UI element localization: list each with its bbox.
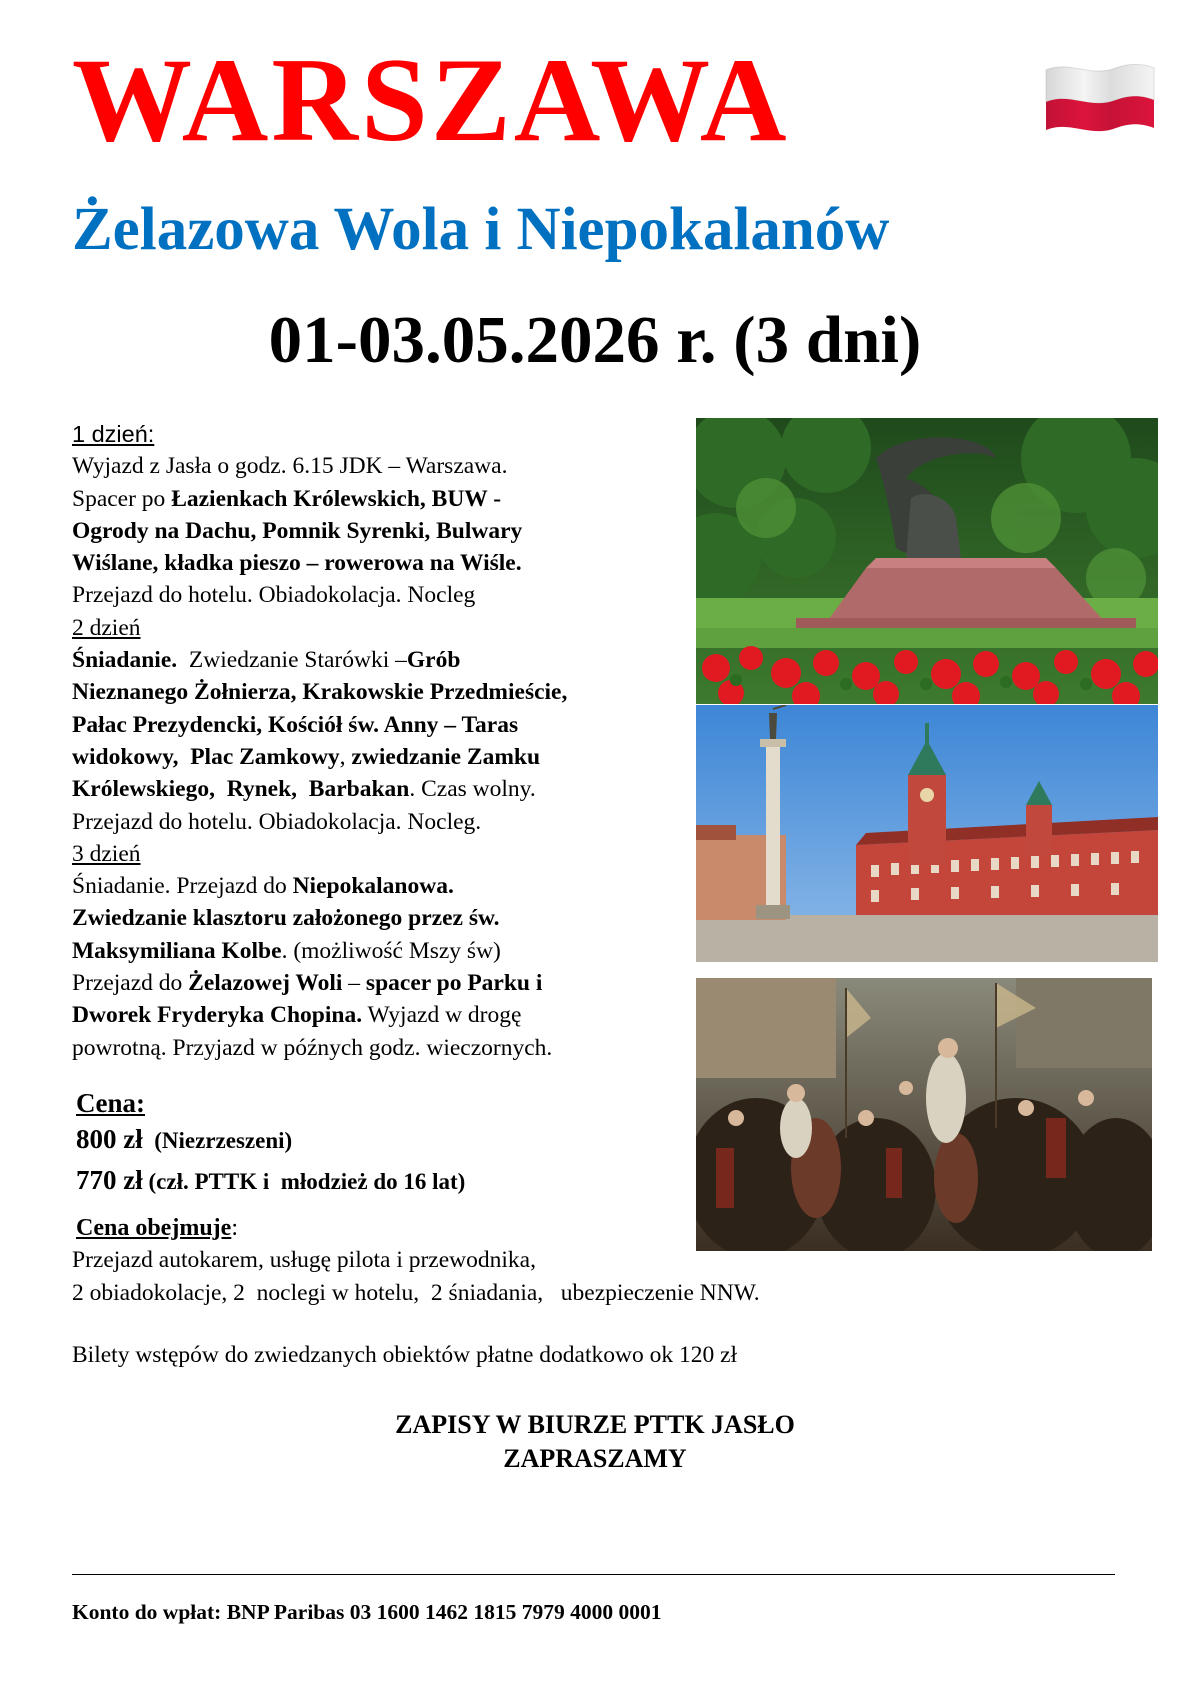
includes-line: 2 obiadokolacje, 2 noclegi w hotelu, 2 śniadania, ubezpieczenie NNW. bbox=[72, 1279, 760, 1306]
includes-section bbox=[72, 1212, 1122, 1309]
painting-constitution-3-may bbox=[696, 978, 1152, 1251]
bank-account: Konto do wpłat: BNP Paribas 03 1600 1462 1815 7979 4000 0001 bbox=[72, 1600, 662, 1624]
price-option: 770 zł (czł. PTTK i młodzież do 16 lat) bbox=[76, 1165, 466, 1195]
day3-line: Zwiedzanie klasztoru założonego przez św. bbox=[72, 905, 500, 932]
price-option: 800 zł (Niezrzeszeni) bbox=[76, 1124, 293, 1154]
polish-flag-icon bbox=[1040, 56, 1160, 140]
poster-subtitle: Żelazowa Wola i Niepokalanów bbox=[72, 196, 890, 263]
price-heading: Cena: bbox=[76, 1088, 145, 1118]
day2-line: Królewskiego, Rynek, Barbakan. Czas wolny. bbox=[72, 776, 536, 803]
day1-line: Wyjazd z Jasła o godz. 6.15 JDK – Warszawa. bbox=[72, 453, 508, 480]
invite-text: ZAPRASZAMY bbox=[503, 1444, 687, 1473]
day2-line: Przejazd do hotelu. Obiadokolacja. Nocleg. bbox=[72, 808, 482, 835]
includes-heading: Cena obejmuje: bbox=[76, 1215, 238, 1241]
photo-chopin-monument bbox=[696, 418, 1158, 704]
day1-line: Ogrody na Dachu, Pomnik Syrenki, Bulwary bbox=[72, 517, 523, 544]
closing-block bbox=[0, 1408, 1190, 1476]
day2-line: Nieznanego Żołnierza, Krakowskie Przedmieście, bbox=[72, 679, 568, 706]
price-section bbox=[76, 1085, 676, 1203]
day3-line: powrotną. Przyjazd w późnych godz. wieczornych. bbox=[72, 1034, 553, 1061]
day1-line: Wiślane, kładka pieszo – rowerowa na Wiśle. bbox=[72, 550, 522, 577]
day3-line: Dworek Fryderyka Chopina. Wyjazd w drogę bbox=[72, 1002, 522, 1029]
day1-line: Spacer po Łazienkach Królewskich, BUW - bbox=[72, 485, 502, 512]
day2-heading: 2 dzień bbox=[72, 614, 141, 641]
day3-line: Śniadanie. Przejazd do Niepokalanowa. bbox=[72, 873, 454, 900]
day3-heading: 3 dzień bbox=[72, 840, 141, 867]
day3-line: Maksymiliana Kolbe. (możliwość Mszy św) bbox=[72, 937, 501, 964]
day2-line: widokowy, Plac Zamkowy, zwiedzanie Zamku bbox=[72, 743, 541, 770]
poster-title: WARSZAWA bbox=[72, 33, 790, 166]
day3-line: Przejazd do Żelazowej Woli – spacer po Parku i bbox=[72, 970, 543, 997]
day1-line: Przejazd do hotelu. Obiadokolacja. Nocleg bbox=[72, 582, 476, 609]
footer-divider bbox=[72, 1574, 1115, 1575]
day2-line: Śniadanie. Zwiedzanie Starówki –Grób bbox=[72, 647, 461, 674]
includes-line: Przejazd autokarem, usługę pilota i przewodnika, bbox=[72, 1247, 536, 1273]
tickets-note: Bilety wstępów do zwiedzanych obiektów płatne dodatkowo ok 120 zł bbox=[72, 1342, 738, 1368]
signup-text: ZAPISY W BIURZE PTTK JASŁO bbox=[395, 1410, 795, 1439]
photo-castle-square bbox=[696, 705, 1158, 962]
day2-line: Pałac Prezydencki, Kościół św. Anny – Taras bbox=[72, 711, 519, 738]
trip-dates: 01-03.05.2026 r. (3 dni) bbox=[268, 303, 922, 377]
day1-heading: 1 dzień: bbox=[72, 421, 155, 447]
program-section bbox=[72, 418, 692, 1064]
